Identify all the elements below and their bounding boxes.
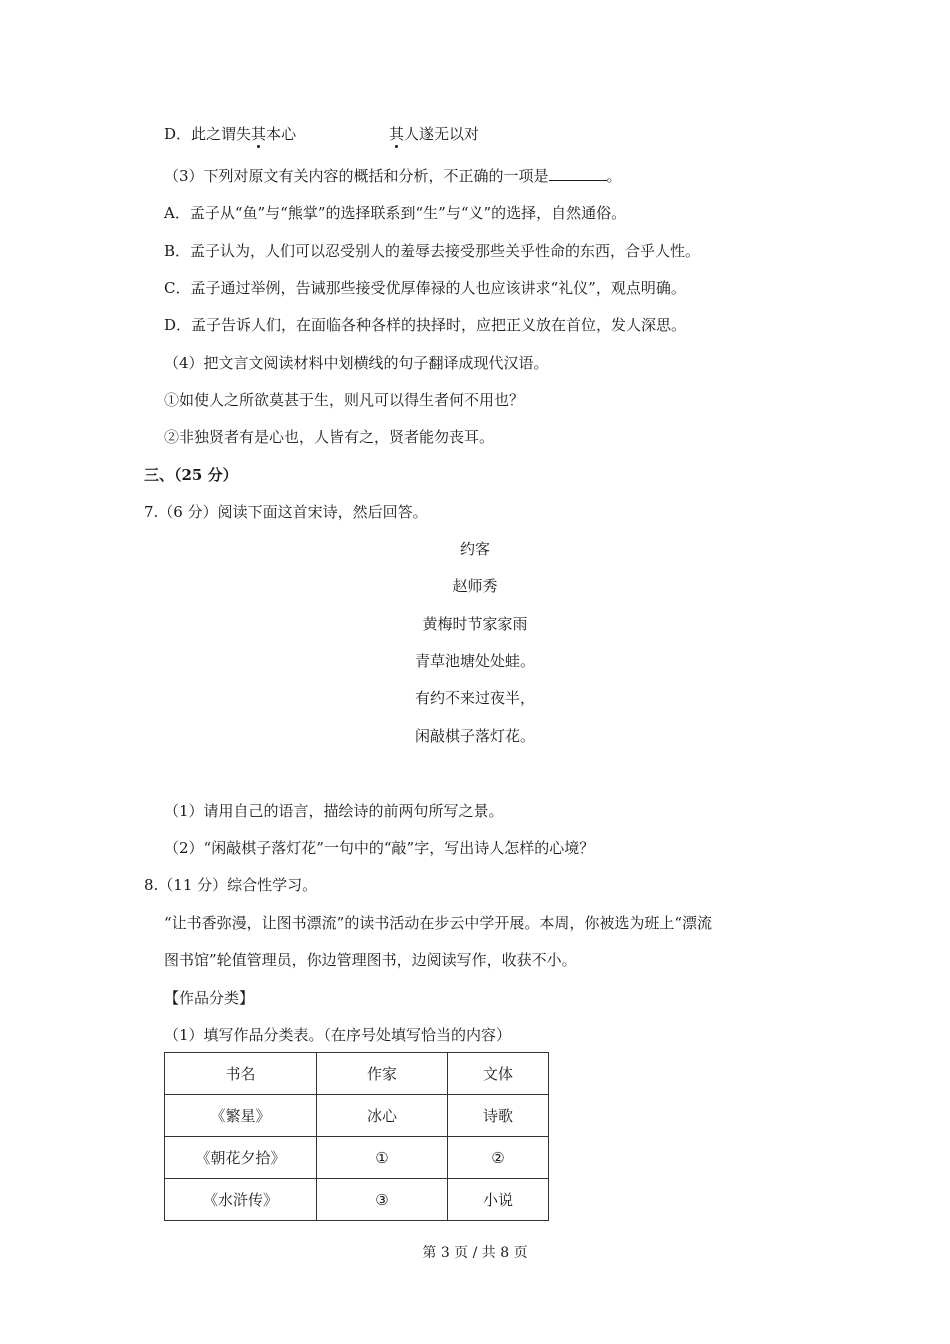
table-header-row — [165, 1053, 549, 1095]
page-footer: 第 3 页 / 共 8 页 — [422, 1245, 528, 1261]
choice-option: C．孟子通过举例，告诫那些接受优厚俸禄的人也应该讲求“礼仪”，观点明确。 — [164, 279, 686, 297]
table-cell: 冰心 — [317, 1095, 448, 1137]
emphasized-char: 其 — [251, 125, 267, 143]
emphasized-char: 其 — [389, 125, 405, 143]
translation-item: ②非独贤者有是心也，人皆有之，贤者能勿丧耳。 — [164, 428, 495, 446]
works-classification-table — [164, 1052, 549, 1221]
option-text-part: 人遂无以对 — [404, 125, 480, 143]
question-prompt: （2）“闲敲棋子落灯花”一句中的“敲”字，写出诗人怎样的心境？ — [164, 839, 595, 857]
table-cell: 诗歌 — [448, 1095, 549, 1137]
answer-blank — [549, 166, 607, 181]
table-row — [165, 1137, 549, 1179]
poem-line: 有约不来过夜半， — [414, 689, 535, 707]
question-prompt: （1）请用自己的语言，描绘诗的前两句所写之景。 — [164, 802, 504, 820]
table-cell: ① — [317, 1137, 448, 1179]
table-cell: ③ — [317, 1179, 448, 1221]
poem-line: 闲敲棋子落灯花。 — [414, 727, 535, 745]
intro-paragraph-line: “让书香弥漫，让图书漂流”的读书活动在步云中学开展。本周，你被选为班上“漂流 — [164, 914, 713, 932]
table-cell: ② — [448, 1137, 549, 1179]
choice-option: A．孟子从“鱼”与“熊掌”的选择联系到“生”与“义”的选择，自然通俗。 — [164, 204, 627, 222]
option-text-part: 本心 — [266, 125, 297, 143]
intro-paragraph-line: 图书馆”轮值管理员，你边管理图书，边阅读写作，收获不小。 — [164, 951, 577, 969]
table-row — [165, 1179, 549, 1221]
poem-author: 赵师秀 — [452, 577, 498, 595]
table-cell: 小说 — [448, 1179, 549, 1221]
question-suffix: 。 — [606, 167, 622, 185]
section-heading: 三、（25 分） — [144, 466, 238, 484]
poem-line: 黄梅时节家家雨 — [422, 615, 528, 633]
question-stem: 7.（6 分）阅读下面这首宋诗，然后回答。 — [144, 503, 428, 521]
question-prompt: （1）填写作品分类表。（在序号处填写恰当的内容） — [164, 1026, 512, 1044]
section-tag: 【作品分类】 — [164, 989, 255, 1007]
table-cell: 《繁星》 — [165, 1095, 317, 1137]
question-text: （3）下列对原文有关内容的概括和分析，不正确的一项是 — [164, 167, 549, 185]
option-label: D． — [164, 125, 192, 143]
option-d-line — [164, 124, 296, 144]
option-text-part: 此之谓失 — [191, 125, 252, 143]
question-prompt — [164, 166, 622, 186]
choice-option: B．孟子认为，人们可以忍受别人的羞辱去接受那些关乎性命的东西，合乎人性。 — [164, 242, 701, 260]
question-stem: 8.（11 分）综合性学习。 — [144, 876, 318, 894]
option-d-line-second — [389, 124, 479, 144]
table-header-cell: 作家 — [317, 1053, 448, 1095]
table-cell: 《朝花夕拾》 — [165, 1137, 317, 1179]
choice-option: D．孟子告诉人们，在面临各种各样的抉择时，应把正义放在首位，发人深思。 — [164, 316, 687, 334]
table-row — [165, 1095, 549, 1137]
question-prompt: （4）把文言文阅读材料中划横线的句子翻译成现代汉语。 — [164, 354, 549, 372]
table-cell: 《水浒传》 — [165, 1179, 317, 1221]
table-header-cell: 书名 — [165, 1053, 317, 1095]
table-header-cell: 文体 — [448, 1053, 549, 1095]
poem-title: 约客 — [459, 540, 490, 558]
translation-item: ①如使人之所欲莫甚于生，则凡可以得生者何不用也？ — [164, 391, 525, 409]
poem-line: 青草池塘处处蛙。 — [414, 652, 535, 670]
